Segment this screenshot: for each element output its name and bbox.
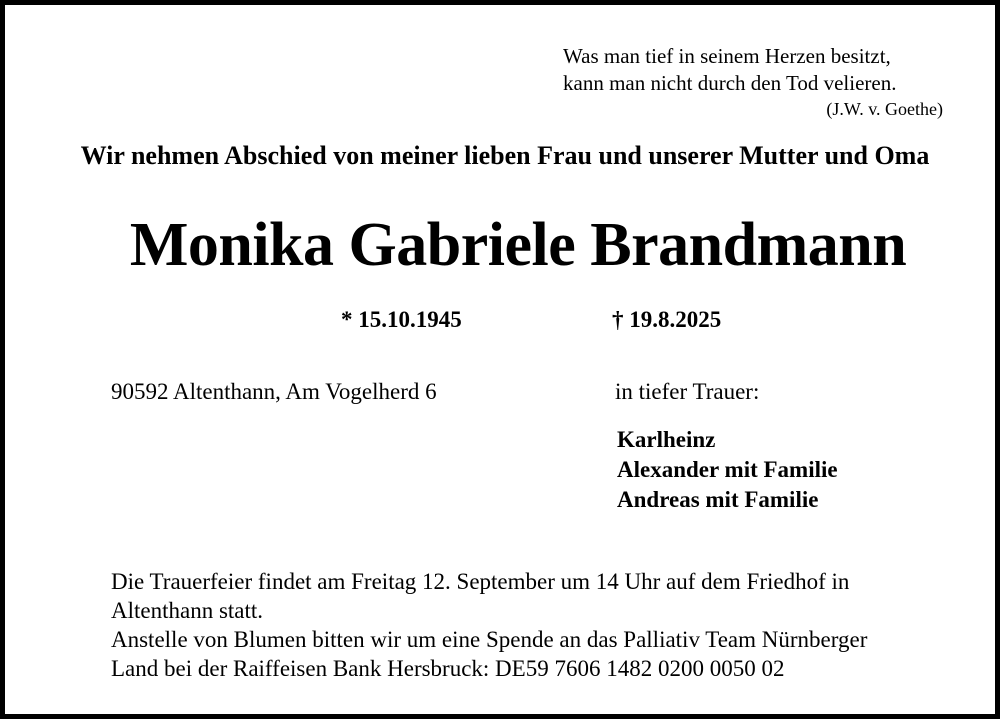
notice-line-1: Die Trauerfeier findet am Freitag 12. September um 14 Uhr auf dem Friedhof in xyxy=(111,569,850,594)
family-address: 90592 Altenthann, Am Vogelherd 6 xyxy=(111,379,437,404)
death-date: † 19.8.2025 xyxy=(612,307,722,332)
mourner-item: Alexander mit Familie xyxy=(617,457,838,482)
quote-attribution: (J.W. v. Goethe) xyxy=(826,99,943,119)
farewell-headline: Wir nehmen Abschied von meiner lieben Frau und unserer Mutter und Oma xyxy=(80,141,930,170)
mourner-item: Andreas mit Familie xyxy=(617,487,819,512)
mourners-list xyxy=(617,425,838,515)
birth-date: * 15.10.1945 xyxy=(341,307,462,332)
quote-line-2: kann man nicht durch den Tod velieren. xyxy=(563,71,897,95)
deceased-name: Monika Gabriele Brandmann xyxy=(129,211,907,279)
goethe-quote xyxy=(563,43,943,121)
notice-line-2: Altenthann statt. xyxy=(111,598,264,623)
mourning-label: in tiefer Trauer: xyxy=(615,379,760,404)
mourner-item: Karlheinz xyxy=(617,427,716,452)
quote-line-1: Was man tief in seinem Herzen besitzt, xyxy=(563,44,891,68)
notice-line-4: Land bei der Raiffeisen Bank Hersbruck: DE59 7606 1482 0200 0050 02 xyxy=(111,656,785,681)
funeral-notice xyxy=(111,567,971,683)
notice-line-3: Anstelle von Blumen bitten wir um eine Spende an das Palliativ Team Nürnberger xyxy=(111,627,868,652)
